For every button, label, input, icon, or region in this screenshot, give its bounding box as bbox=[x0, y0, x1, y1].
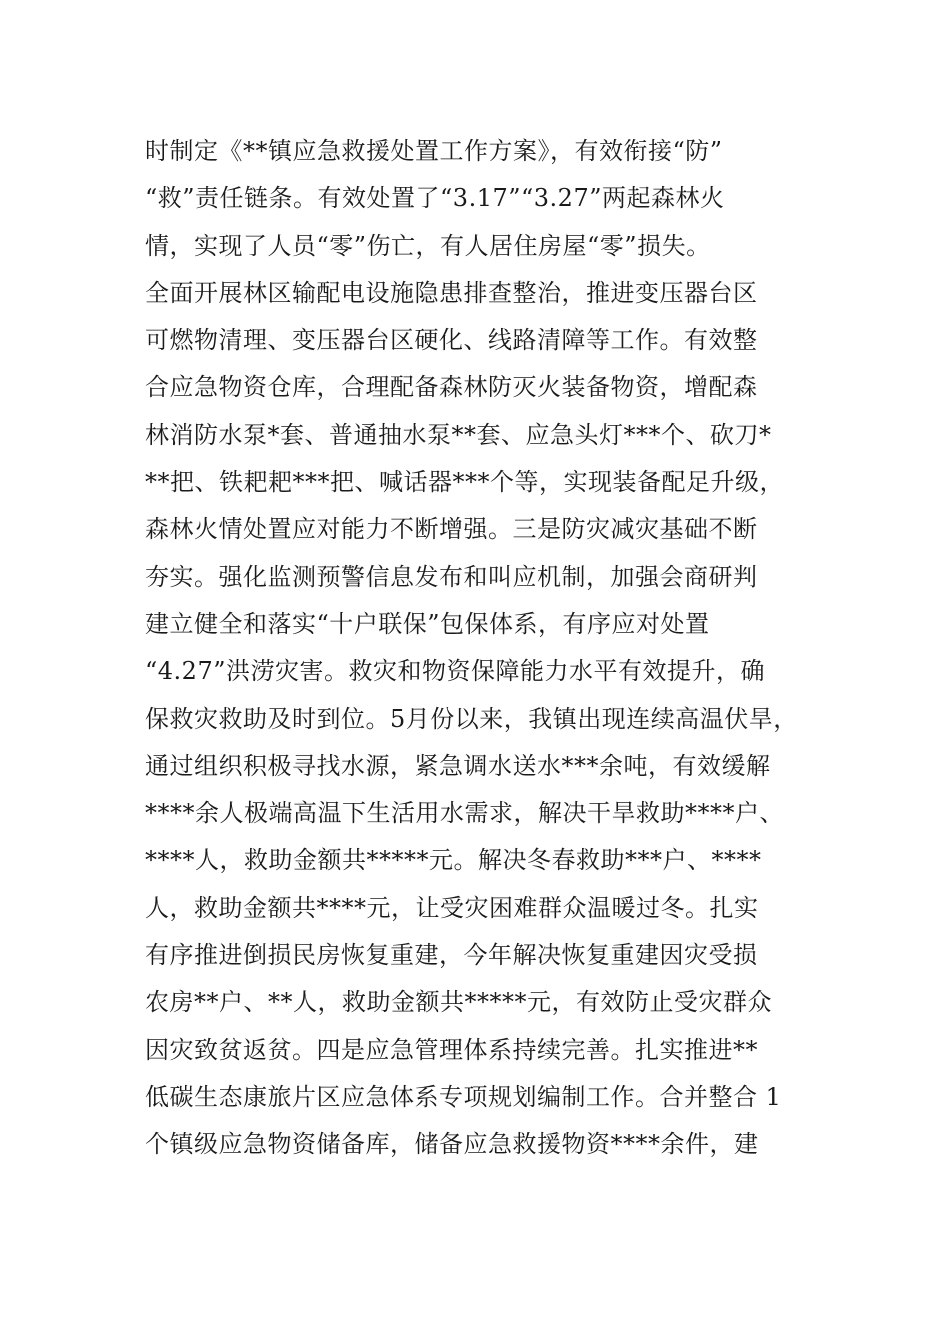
text-line: 情，实现了人员“零”伤亡，有人居住房屋“零”损失。 bbox=[145, 231, 711, 260]
text-line: 合应急物资仓库，合理配备森林防灭火装备物资，增配森 bbox=[145, 373, 758, 402]
text-line: 森林火情处置应对能力不断增强。三是防灾减灾基础不断 bbox=[145, 515, 758, 544]
text-line: “4.27”洪涝灾害。救灾和物资保障能力水平有效提升，确 bbox=[145, 657, 765, 686]
text-line: 个镇级应急物资储备库，储备应急救援物资****余件，建 bbox=[145, 1130, 759, 1159]
text-line: 农房**户、**人，救助金额共*****元，有效防止受灾群众 bbox=[145, 988, 772, 1017]
text-line: 低碳生态康旅片区应急体系专项规划编制工作。合并整合 1 bbox=[145, 1082, 782, 1111]
text-line: 全面开展林区输配电设施隐患排查整治，推进变压器台区 bbox=[145, 278, 758, 307]
text-line: ****人，救助金额共*****元。解决冬春救助***户、**** bbox=[145, 846, 762, 875]
text-line: ****余人极端高温下生活用水需求，解决干旱救助****户、 bbox=[145, 799, 784, 828]
body-text bbox=[145, 128, 815, 1169]
text-line: 因灾致贫返贫。四是应急管理体系持续完善。扎实推进** bbox=[145, 1035, 758, 1064]
text-line: 时制定《**镇应急救援处置工作方案》，有效衔接“防” bbox=[145, 137, 723, 165]
text-line: 人，救助金额共****元，让受灾困难群众温暖过冬。扎实 bbox=[145, 893, 759, 922]
text-line: 可燃物清理、变压器台区硬化、线路清障等工作。有效整 bbox=[145, 326, 758, 355]
text-line: 通过组织积极寻找水源，紧急调水送水***余吨，有效缓解 bbox=[145, 751, 771, 780]
text-line: **把、铁耙耙***把、喊话器***个等，实现装备配足升级， bbox=[145, 468, 784, 497]
text-line: 林消防水泵*套、普通抽水泵**套、应急头灯***个、砍刀* bbox=[145, 420, 772, 449]
text-line: “救”责任链条。有效处置了“3.17”“3.27”两起森林火 bbox=[145, 184, 725, 213]
text-line: 保救灾救助及时到位。5月份以来，我镇出现连续高温伏旱， bbox=[145, 704, 798, 733]
text-line: 夯实。强化监测预警信息发布和叫应机制，加强会商研判 bbox=[145, 562, 758, 591]
text-line: 建立健全和落实“十户联保”包保体系，有序应对处置 bbox=[145, 609, 710, 638]
text-line: 有序推进倒损民房恢复重建，今年解决恢复重建因灾受损 bbox=[145, 941, 758, 970]
